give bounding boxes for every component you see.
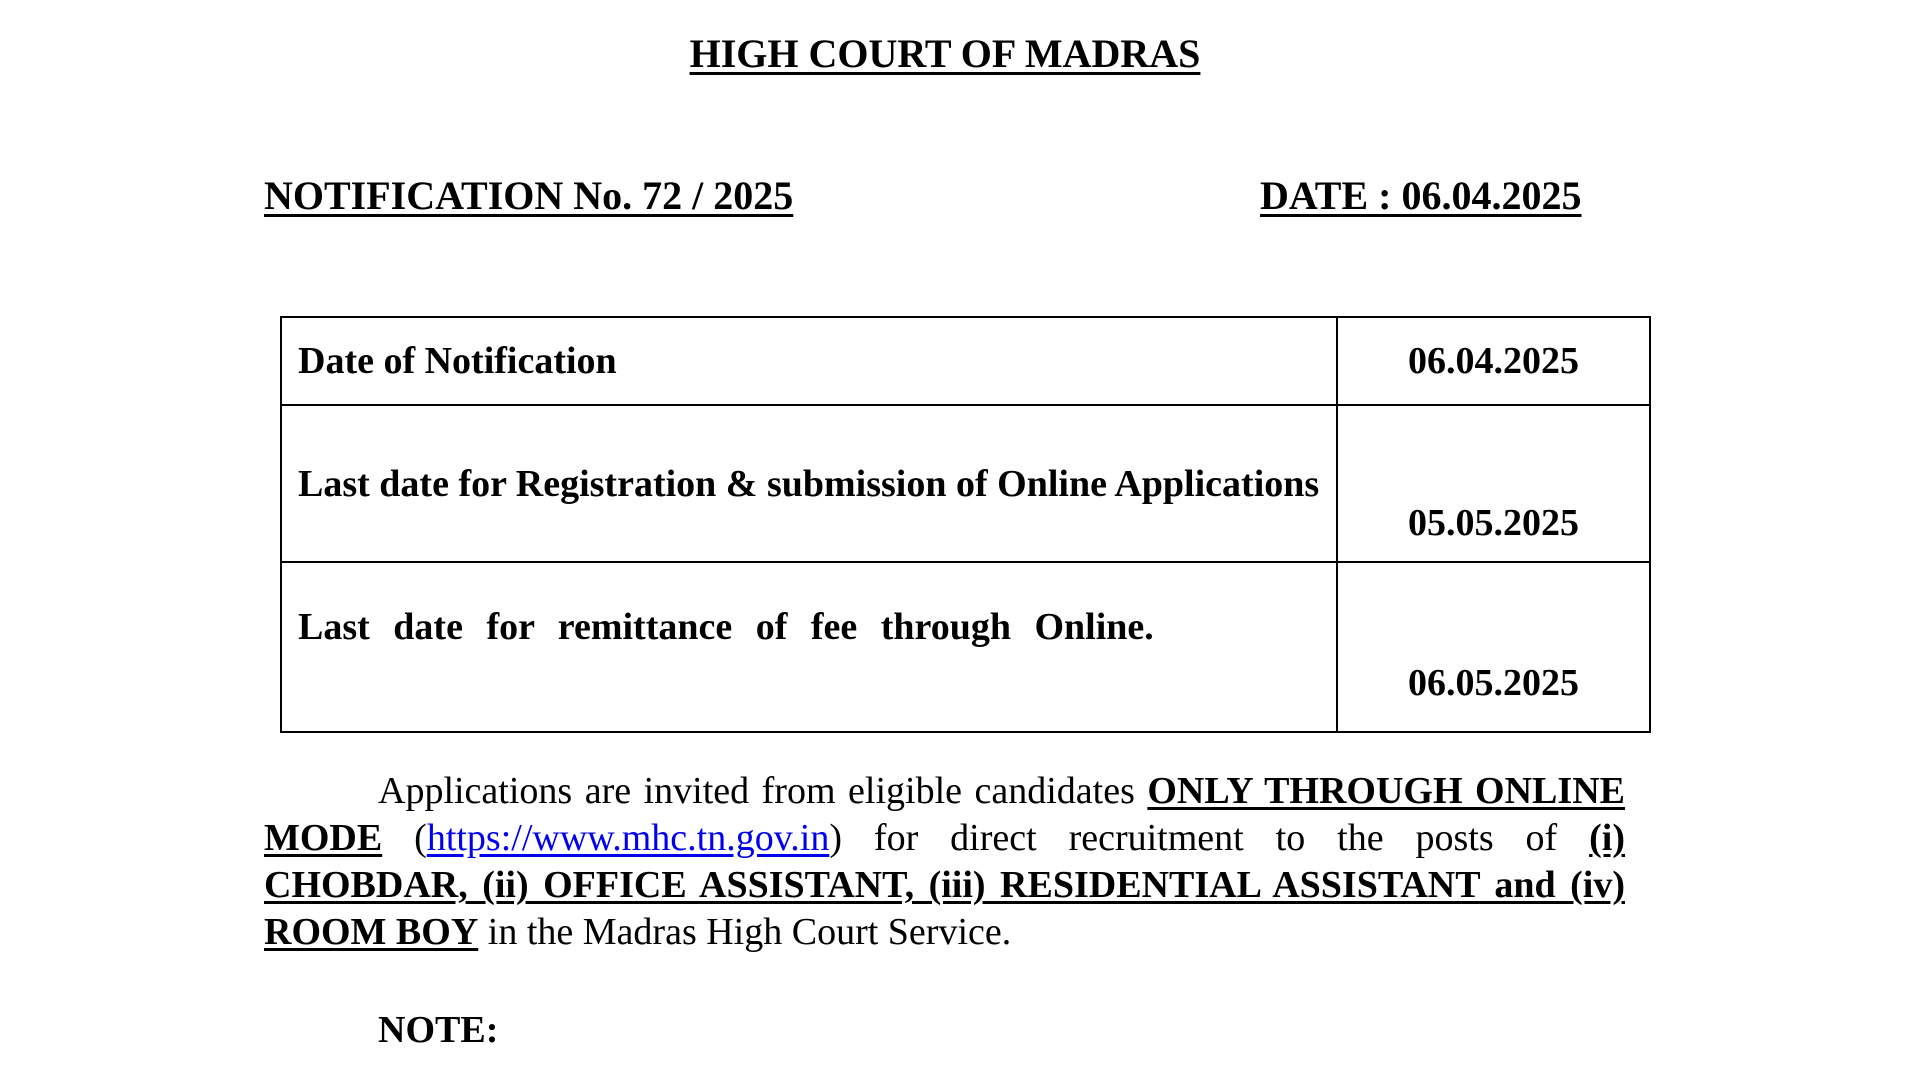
- date-label: Last date for Registration & submission of Online Applications: [281, 405, 1337, 562]
- notification-number: NOTIFICATION No. 72 / 2025: [264, 173, 794, 218]
- posts-list: (i) CHOBDAR, (ii) OFFICE ASSISTANT, (iii) RESIDENTIAL ASSISTANT and (iv) ROOM BOY: [264, 817, 1626, 953]
- online-mode-emphasis: ONLY THROUGH ONLINE MODE: [264, 770, 1625, 859]
- table-row: [281, 317, 1650, 405]
- notification-date: DATE : 06.04.2025: [1260, 173, 1582, 218]
- date-value: 05.05.2025: [1337, 405, 1650, 562]
- intro-text-3: in the Madras High Court Service.: [478, 911, 1012, 953]
- intro-paren-open: (: [382, 817, 427, 859]
- date-label: Date of Notification: [281, 317, 1337, 405]
- date-value: 06.04.2025: [1337, 317, 1650, 405]
- table-row: [281, 562, 1650, 732]
- court-title: HIGH COURT OF MADRAS: [689, 31, 1201, 76]
- website-link[interactable]: https://www.mhc.tn.gov.in: [426, 817, 830, 859]
- table-row: [281, 405, 1650, 562]
- date-label: Last date for remittance of fee through Online.: [281, 562, 1337, 732]
- intro-text-2: ) for direct recruitment to the posts of: [829, 817, 1590, 859]
- date-value: 06.05.2025: [1337, 562, 1650, 732]
- note-heading: NOTE:: [378, 1009, 499, 1051]
- important-dates-table: [280, 316, 1651, 733]
- intro-paragraph: [264, 768, 1625, 956]
- intro-text-1: Applications are invited from eligible candidates: [378, 770, 1148, 812]
